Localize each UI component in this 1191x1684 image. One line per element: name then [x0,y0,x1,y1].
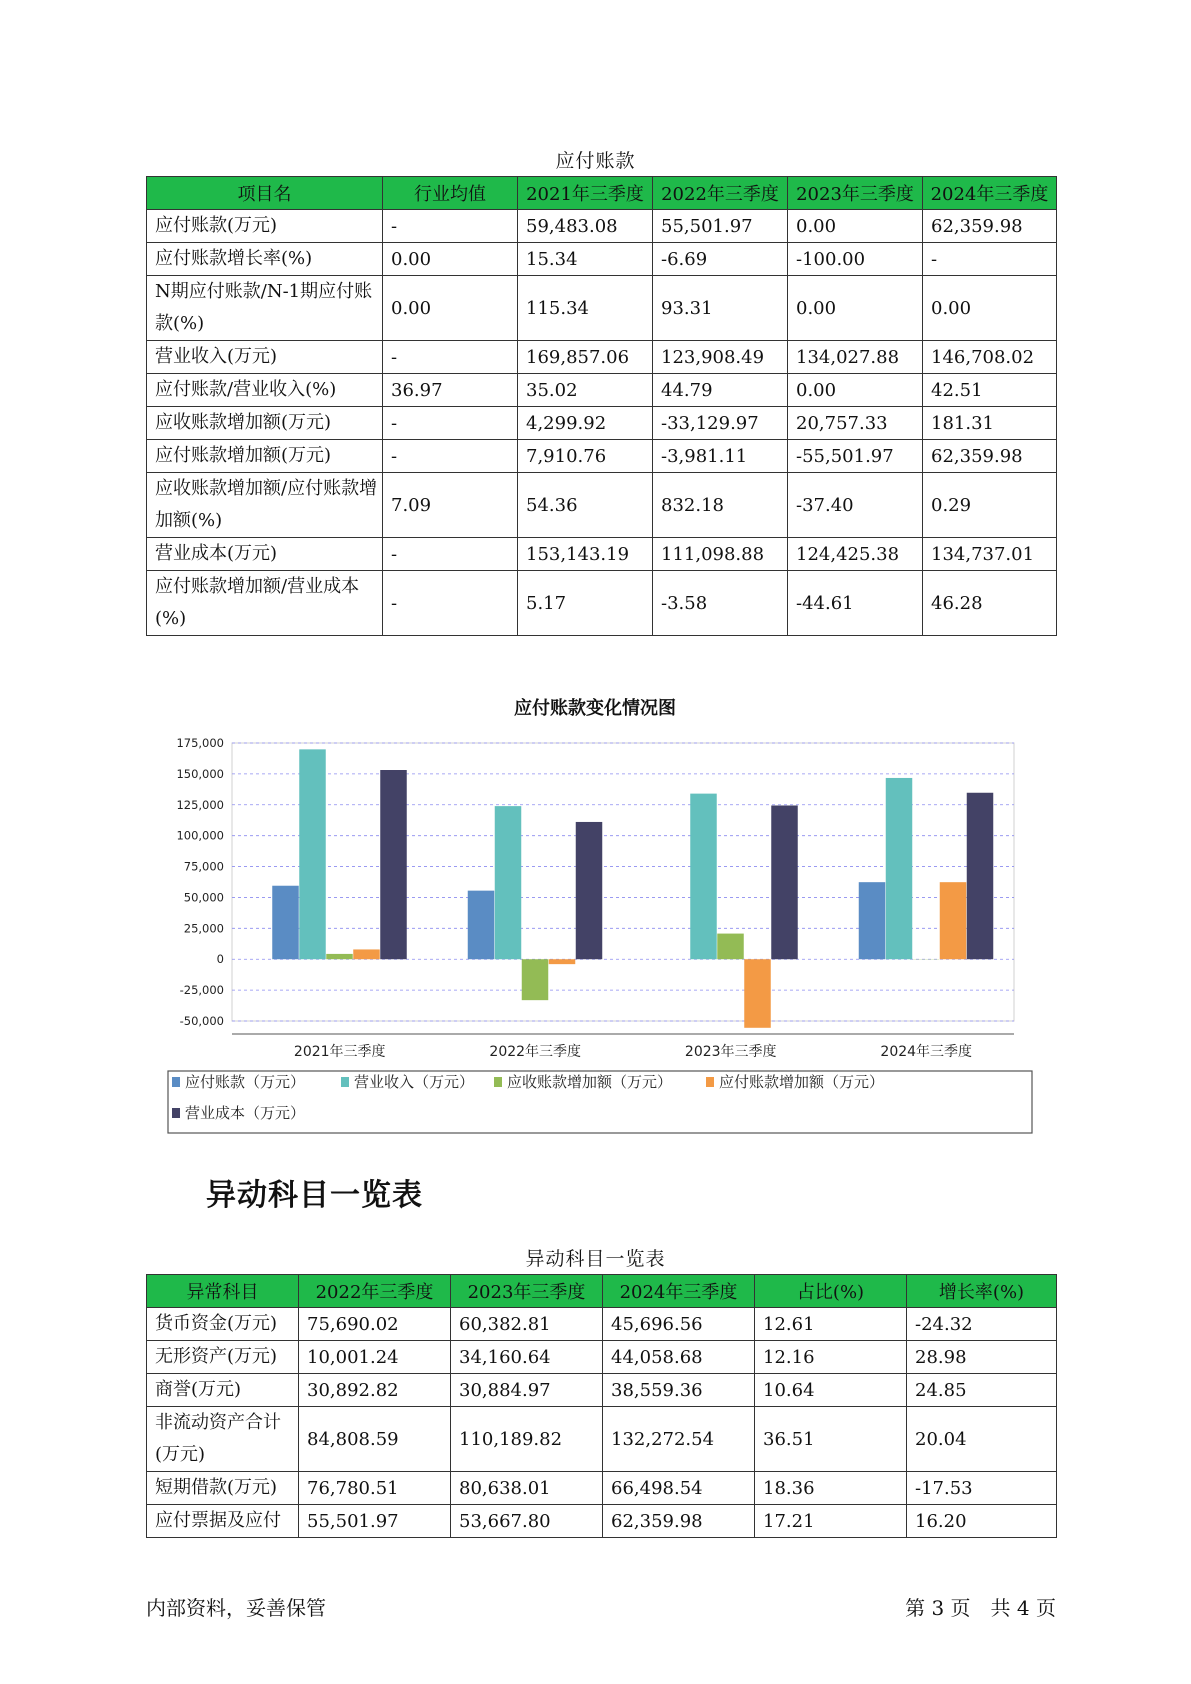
y-tick-label: 125,000 [176,797,224,812]
legend-label: 应付账款（万元） [185,1073,306,1091]
legend-label: 营业收入（万元） [354,1073,475,1091]
column-header: 占比(%) [755,1275,907,1308]
bar [495,806,522,959]
legend-label: 营业成本（万元） [185,1104,306,1122]
legend-swatch [341,1077,349,1087]
table-cell: 46.28 [923,571,1057,636]
row-label: 应收账款增加额/应付账款增加额(%) [147,473,383,538]
table-cell: - [383,407,518,440]
table-cell: 115.34 [518,276,653,341]
table-cell: 169,857.06 [518,341,653,374]
y-tick-label: 175,000 [176,736,224,750]
row-label: 短期借款(万元) [147,1472,299,1505]
payables-table [146,176,1057,636]
table-cell: 36.51 [755,1407,907,1472]
plot-frame [232,743,1014,1021]
bar [272,886,299,959]
legend-swatch [172,1108,180,1118]
column-header: 2024年三季度 [923,177,1057,210]
legend-box [168,1071,1032,1133]
bar [576,822,603,959]
table-header-row [147,177,1057,210]
table-cell: 832.18 [653,473,788,538]
column-header: 行业均值 [383,177,518,210]
row-label: 应付票据及应付 [147,1505,299,1538]
x-tick-label: 2021年三季度 [293,1044,386,1060]
table-row [147,1472,1057,1505]
table-cell: - [383,571,518,636]
table-cell: - [383,341,518,374]
table-row [147,1374,1057,1407]
row-label: N期应付账款/N-1期应付账款(%) [147,276,383,341]
bar [859,882,886,959]
x-tick-label: 2023年三季度 [684,1044,777,1060]
bar [353,949,380,959]
bar [380,770,407,959]
table-cell: 30,884.97 [451,1374,603,1407]
bar [468,891,495,960]
table-cell: 134,027.88 [788,341,923,374]
y-tick-label: 25,000 [183,921,224,936]
table-cell: 0.00 [923,276,1057,341]
row-label: 商誉(万元) [147,1374,299,1407]
table-cell: 0.00 [383,276,518,341]
table1-caption: 应付账款 [555,150,636,172]
table-cell: - [383,210,518,243]
table-row [147,276,1057,341]
table-cell: 84,808.59 [299,1407,451,1472]
row-label: 非流动资产合计(万元) [147,1407,299,1472]
bar [522,959,549,1000]
y-tick-label: 75,000 [183,859,224,874]
table-cell: 10,001.24 [299,1341,451,1374]
column-header: 2023年三季度 [451,1275,603,1308]
table-cell: 0.00 [788,276,923,341]
section-title: 异动科目一览表 [206,1178,423,1213]
column-header: 2021年三季度 [518,177,653,210]
table-cell: 153,143.19 [518,538,653,571]
table-cell: -3,981.11 [653,440,788,473]
table-cell: 80,638.01 [451,1472,603,1505]
y-tick-label: 50,000 [183,890,224,905]
table-row [147,1308,1057,1341]
table2-caption: 异动科目一览表 [525,1248,666,1270]
table-cell: 38,559.36 [603,1374,755,1407]
table-cell: - [923,243,1057,276]
table-cell: 59,483.08 [518,210,653,243]
table-cell: 134,737.01 [923,538,1057,571]
y-tick-label: 0 [216,952,224,967]
table-cell: 18.36 [755,1472,907,1505]
table-cell: -24.32 [907,1308,1057,1341]
footer-confidential: 内部资料，妥善保管 [146,1596,326,1620]
row-label: 应付账款增加额(万元) [147,440,383,473]
table-cell: 24.85 [907,1374,1057,1407]
table-cell: -55,501.97 [788,440,923,473]
table-cell: 44.79 [653,374,788,407]
column-header: 2024年三季度 [603,1275,755,1308]
table-cell: -44.61 [788,571,923,636]
table-row [147,1505,1057,1538]
table-row [147,374,1057,407]
table-cell: 55,501.97 [299,1505,451,1538]
table-cell: 53,667.80 [451,1505,603,1538]
table-cell: -37.40 [788,473,923,538]
table-cell: 93.31 [653,276,788,341]
column-header: 2023年三季度 [788,177,923,210]
y-tick-label: -25,000 [179,983,224,998]
y-tick-label: 150,000 [176,766,224,781]
table-row [147,473,1057,538]
table-cell: 0.00 [788,210,923,243]
bar [744,959,771,1028]
table-cell: 36.97 [383,374,518,407]
column-header: 异常科目 [147,1275,299,1308]
x-tick-label: 2022年三季度 [489,1044,582,1060]
table-cell: 132,272.54 [603,1407,755,1472]
row-label: 货币资金(万元) [147,1308,299,1341]
table-row [147,571,1057,636]
row-label: 营业收入(万元) [147,341,383,374]
table-cell: -33,129.97 [653,407,788,440]
x-tick-label: 2024年三季度 [880,1044,973,1060]
table-cell: -6.69 [653,243,788,276]
table-cell: 55,501.97 [653,210,788,243]
row-label: 应收账款增加额(万元) [147,407,383,440]
table-cell: 16.20 [907,1505,1057,1538]
table-cell: 10.64 [755,1374,907,1407]
bar [886,778,913,959]
table-cell: 20.04 [907,1407,1057,1472]
table-cell: 0.00 [788,374,923,407]
row-label: 应付账款增加额/营业成本(%) [147,571,383,636]
table-cell: -17.53 [907,1472,1057,1505]
table-cell: 62,359.98 [923,440,1057,473]
row-label: 无形资产(万元) [147,1341,299,1374]
table-cell: 5.17 [518,571,653,636]
table-cell: 54.36 [518,473,653,538]
abnormal-items-table [146,1274,1057,1538]
chart-title: 应付账款变化情况图 [514,698,676,719]
table-cell: 124,425.38 [788,538,923,571]
table-row [147,341,1057,374]
bar [690,794,717,960]
table-row [147,538,1057,571]
legend-swatch [172,1077,180,1087]
table-cell: - [383,440,518,473]
row-label: 营业成本(万元) [147,538,383,571]
table-cell: 20,757.33 [788,407,923,440]
table-cell: 62,359.98 [603,1505,755,1538]
table-cell: 66,498.54 [603,1472,755,1505]
legend-label: 应收账款增加额（万元） [507,1073,673,1091]
table-row [147,440,1057,473]
table-cell: 75,690.02 [299,1308,451,1341]
legend-label: 应付账款增加额（万元） [719,1073,885,1091]
table-cell: 34,160.64 [451,1341,603,1374]
table-row [147,210,1057,243]
bar [549,959,576,964]
table-cell: 7,910.76 [518,440,653,473]
table-cell: 62,359.98 [923,210,1057,243]
table-cell: 60,382.81 [451,1308,603,1341]
table-cell: -3.58 [653,571,788,636]
table-cell: 7.09 [383,473,518,538]
table-cell: 0.00 [383,243,518,276]
column-header: 项目名 [147,177,383,210]
table-cell: 123,908.49 [653,341,788,374]
table-cell: 35.02 [518,374,653,407]
y-tick-label: 100,000 [176,828,224,843]
table-row [147,1407,1057,1472]
bar [717,934,744,960]
table-cell: 146,708.02 [923,341,1057,374]
table-row [147,243,1057,276]
table-cell: 44,058.68 [603,1341,755,1374]
bar [771,805,798,959]
table-cell: 76,780.51 [299,1472,451,1505]
table-cell: 181.31 [923,407,1057,440]
table-header-row [147,1275,1057,1308]
table-cell: 4,299.92 [518,407,653,440]
table-cell: 12.61 [755,1308,907,1341]
table-cell: -100.00 [788,243,923,276]
legend-swatch [706,1077,714,1087]
table-cell: 12.16 [755,1341,907,1374]
table-cell: - [383,538,518,571]
bar [940,882,967,959]
row-label: 应付账款(万元) [147,210,383,243]
legend-swatch [494,1077,502,1087]
row-label: 应付账款增长率(%) [147,243,383,276]
table-cell: 28.98 [907,1341,1057,1374]
table-cell: 45,696.56 [603,1308,755,1341]
table-row [147,407,1057,440]
table-cell: 15.34 [518,243,653,276]
column-header: 增长率(%) [907,1275,1057,1308]
y-tick-label: -50,000 [179,1014,224,1028]
table-row [147,1341,1057,1374]
table-cell: 17.21 [755,1505,907,1538]
table-cell: 110,189.82 [451,1407,603,1472]
row-label: 应付账款/营业收入(%) [147,374,383,407]
bar [299,749,326,959]
table-cell: 42.51 [923,374,1057,407]
bar [967,793,994,959]
column-header: 2022年三季度 [299,1275,451,1308]
bar [326,954,353,959]
table-cell: 111,098.88 [653,538,788,571]
column-header: 2022年三季度 [653,177,788,210]
footer-page-number: 第 3 页 共 4 页 [905,1596,1056,1620]
table-cell: 0.29 [923,473,1057,538]
table-cell: 30,892.82 [299,1374,451,1407]
